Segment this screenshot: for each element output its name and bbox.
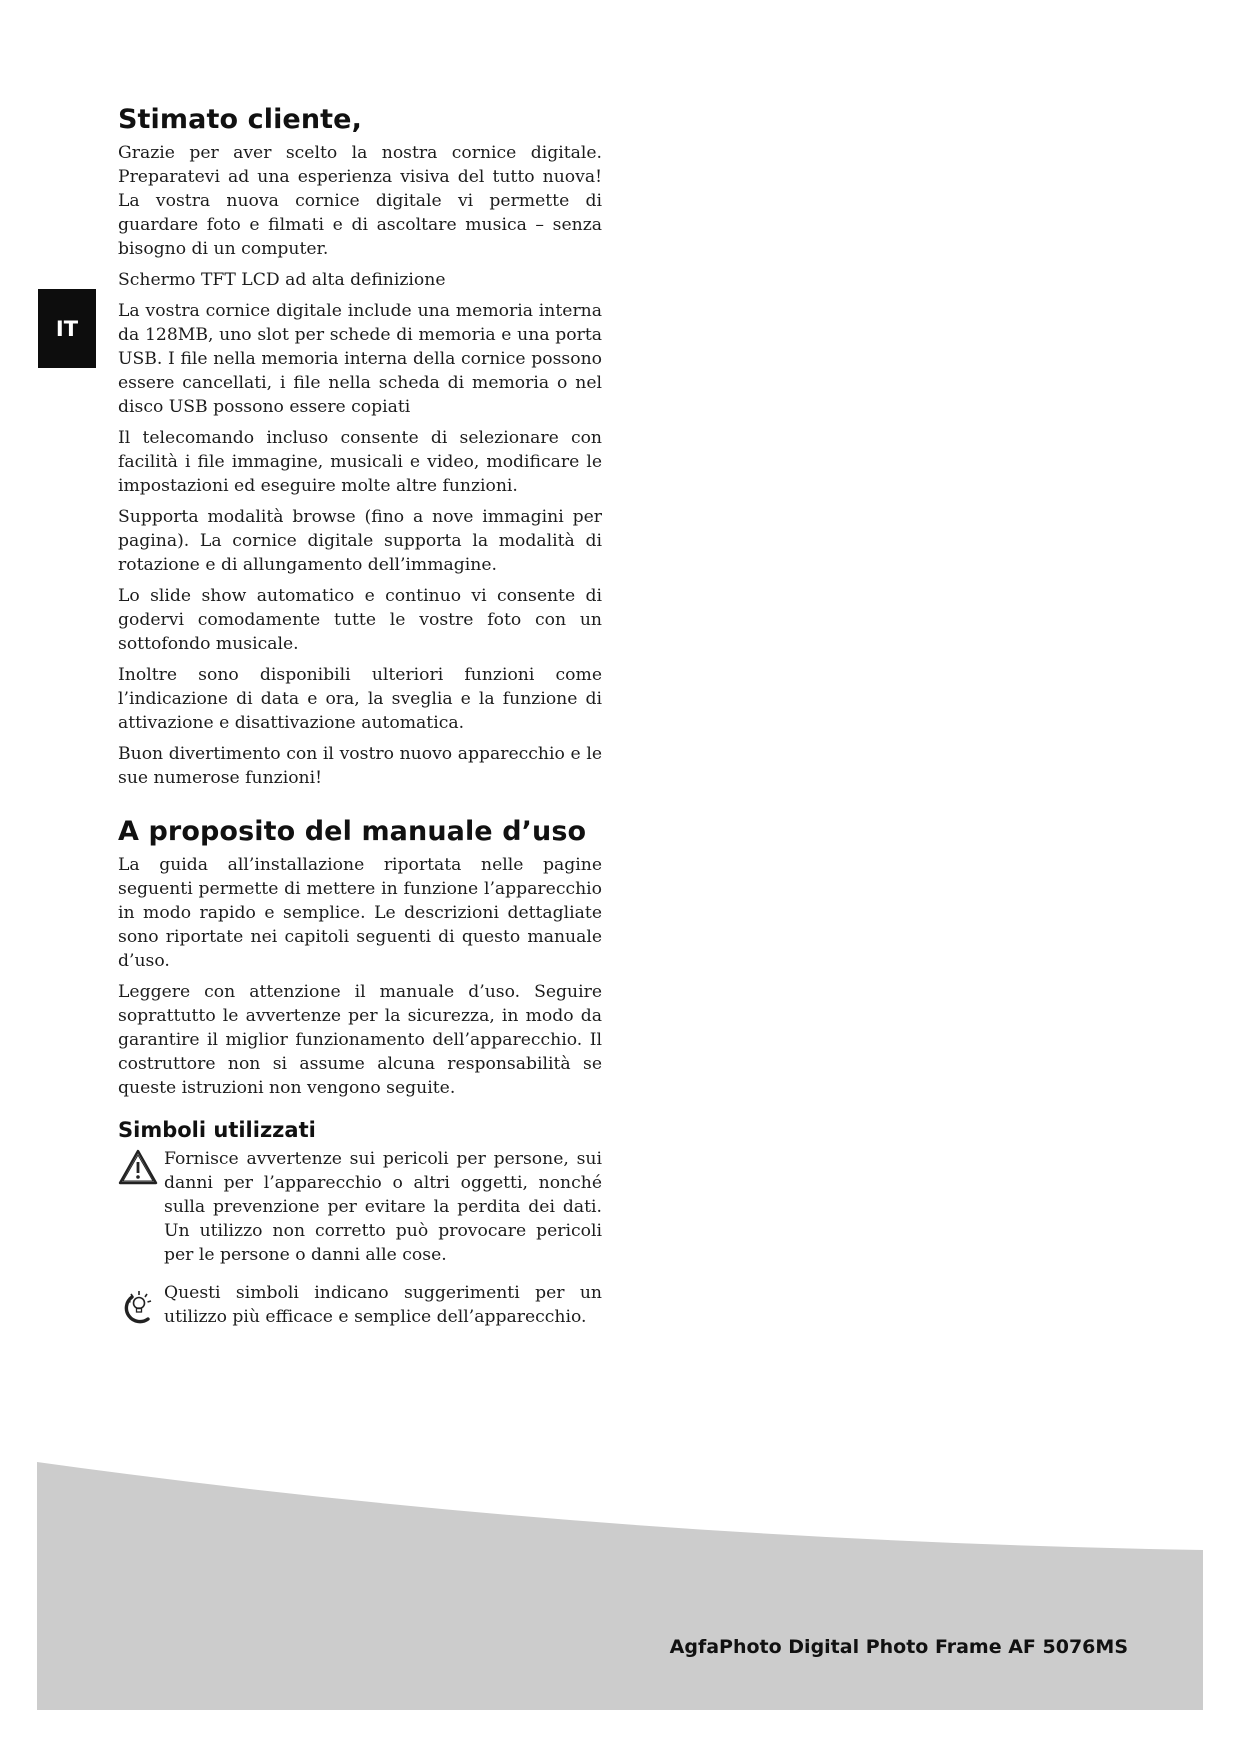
paragraph: Supporta modalità browse (fino a nove immagini per pagina). La cornice digitale supporta la modalità di rotazione e di allungamento dell’immagine. (118, 507, 602, 575)
language-tab: IT (38, 289, 96, 368)
lightbulb-tip-icon (118, 1281, 164, 1330)
paragraph: Grazie per aver scelto la nostra cornice digitale. Preparatevi ad una esperienza visiva del tutto nuova! La vostra nuova cornice digitale vi permette di guardare foto e filmati e di ascoltare musica – senza bisogno di un computer. (118, 143, 602, 259)
symbols-section (118, 1118, 602, 1339)
manual-section (118, 816, 602, 1100)
paragraph: Schermo TFT LCD ad alta definizione (118, 270, 446, 290)
paragraph: Buon divertimento con il vostro nuovo apparecchio e le sue numerose funzioni! (118, 744, 602, 788)
symbol-description: Questi simboli indicano suggerimenti per un utilizzo più efficace e semplice dell’apparecchio. (164, 1283, 602, 1327)
paragraph: Lo slide show automatico e continuo vi consente di godervi comodamente tutte le vostre foto con un sottofondo musicale. (118, 586, 602, 654)
paragraph: La guida all’installazione riportata nelle pagine seguenti permette di mettere in funzione l’apparecchio in modo rapido e semplice. Le descrizioni dettagliate sono riportate nei capitoli seguenti di questo manuale d’uso. (118, 855, 602, 971)
footer-product-name: AgfaPhoto Digital Photo Frame AF 5076MS (669, 1636, 1128, 1658)
paragraph: Inoltre sono disponibili ulteriori funzioni come l’indicazione di data e ora, la sveglia e la funzione di attivazione e disattivazione automatica. (118, 665, 602, 733)
content-column (118, 104, 602, 1339)
paragraph: Leggere con attenzione il manuale d’uso. Seguire soprattutto le avvertenze per la sicurezza, in modo da garantire il miglior funzionamento dell’apparecchio. Il costruttore non si assume alcuna responsabilità se queste istruzioni non vengono seguite. (118, 982, 602, 1098)
section-title-manual: A proposito del manuale d’uso (118, 816, 587, 847)
symbol-description: Fornisce avvertenze sui pericoli per persone, sui danni per l’apparecchio o altri oggetti, nonché sulla prevenzione per evitare la perdita dei dati. Un utilizzo non corretto può provocare pericoli per le persone o danni alle cose. (164, 1149, 602, 1265)
footer-band-shape (37, 1462, 1203, 1710)
symbol-row-warning (118, 1147, 602, 1277)
paragraph: Il telecomando incluso consente di selezionare con facilità i file immagine, musicali e video, modificare le impostazioni ed eseguire molte altre funzioni. (118, 428, 602, 496)
section-title-symbols: Simboli utilizzati (118, 1118, 316, 1142)
warning-triangle-icon (118, 1147, 164, 1190)
paragraph: La vostra cornice digitale include una memoria interna da 128MB, uno slot per schede di memoria e una porta USB. I file nella memoria interna della cornice possono essere cancellati, i file nella scheda di memoria o nel disco USB possono essere copiati (118, 301, 602, 417)
footer-band (37, 1462, 1203, 1710)
section-title-welcome: Stimato cliente, (118, 104, 362, 135)
symbol-row-tip (118, 1281, 602, 1339)
